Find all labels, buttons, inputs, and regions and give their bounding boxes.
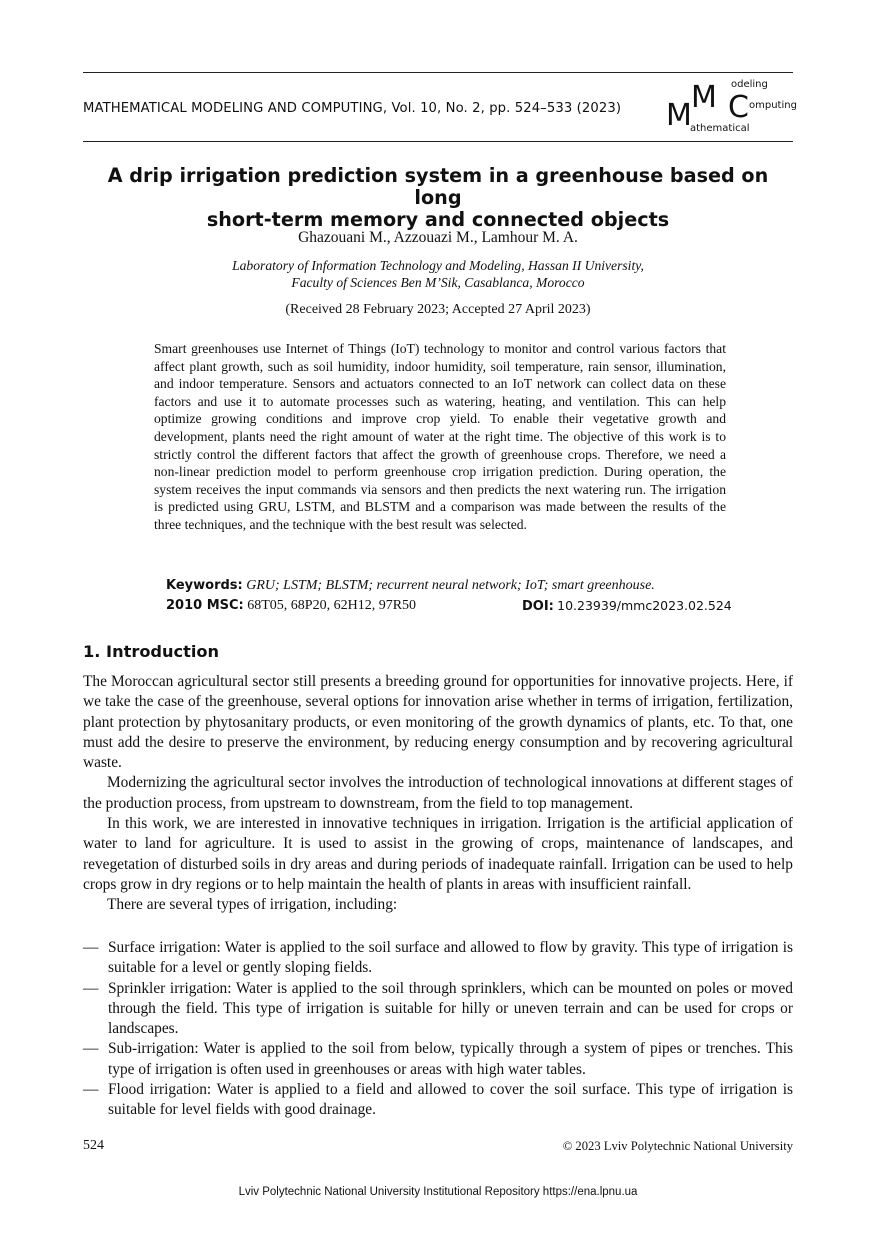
list-item [83,1080,793,1121]
keywords [166,578,655,594]
paragraph-1: The Moroccan agricultural sector still presents a breeding ground for opportunities for innovative projects. Here, if we take the case of the greenhouse, several options for innovation arise whether in terms of irrigation, fertilization, plant protection by phytosanitary products, or even monitoring of the growth dynamics of plants, etc. To that, one must add the desire to preserve the environment, by reducing energy consumption and by recovering agricultural waste. [83,673,793,772]
paper-title-line-1: A drip irrigation prediction system in a greenhouse based on long [107,164,769,209]
list-dash: — [83,939,99,956]
keywords-value: GRU; LSTM; BLSTM; recurrent neural network; IoT; smart greenhouse. [246,578,655,593]
list-item-text: Sprinkler irrigation: Water is applied to the soil through sprinklers, which can be mounted on poles or moved through the field. This type of irrigation is suitable for hilly or uneven terrain and can be used for crops or landscapes. [108,979,793,1038]
affiliation-line-1: Laboratory of Information Technology and Modeling, Hassan II University, [232,258,644,273]
journal-citation [83,101,621,116]
keywords-label: Keywords: [166,578,243,593]
introduction-body [83,672,793,916]
msc-label: 2010 MSC: [166,598,244,613]
logo-modeling-text: odeling [731,79,768,90]
list-item [83,1039,793,1080]
logo-computing-text: omputing [749,100,797,111]
msc-codes [166,598,416,614]
authors: Ghazouani M., Azzouazi M., Lamhour M. A. [298,229,578,246]
logo-mathematical-text: athematical [690,123,750,134]
logo-m-mathematical: M [666,98,692,133]
list-item-text: Flood irrigation: Water is applied to a field and allowed to cover the soil surface. This type of irrigation is suitable for level fields with good drainage. [108,1081,793,1119]
doi-label: DOI: [522,599,554,614]
journal-name: MATHEMATICAL MODELING AND COMPUTING, [83,101,388,116]
abstract: Smart greenhouses use Internet of Things (IoT) technology to monitor and control various factors that affect plant growth, such as soil humidity, indoor humidity, soil temperature, rain sensor, illumination, and indoor temperature. Sensors and actuators connected to an IoT network can collect data on these factors and use it to automate processes such as watering, heating, and ventilation. This can help optimize growing conditions and improve crop yield. To enable their vegetative growth and development, plants need the right amount of water at the right time. The objective of this work is to strictly control the different factors that affect the growth of greenhouse crops. Therefore, we need a non-linear prediction model to perform greenhouse crop irrigation prediction. During operation, the system receives the input commands via sensors and then predicts the next watering run. The irrigation is predicted using GRU, LSTM, and BLSTM and a comparison was made between the results of the three techniques, and the technique with the best result was selected. [154,341,726,532]
section-heading-introduction: 1. Introduction [83,642,220,661]
paper-title [83,165,793,231]
logo-c-computing: C [728,90,749,125]
list-dash: — [83,1081,99,1099]
list-item [83,938,793,979]
list-item-text: Surface irrigation: Water is applied to the soil surface and allowed to flow by gravity. This type of irrigation is suitable for a level or gently sloping fields. [108,939,793,977]
list-item [83,979,793,1040]
received-dates: (Received 28 February 2023; Accepted 27 April 2023) [285,302,591,317]
msc-value: 68T05, 68P20, 62H12, 97R50 [247,598,417,613]
irrigation-types-list [83,938,793,1121]
list-dash: — [83,1040,99,1058]
header-top-rule [83,72,793,73]
doi [522,598,732,614]
repository-footer: Lviv Polytechnic National University Institutional Repository https://ena.lpnu.ua [238,1186,638,1198]
page-number: 524 [83,1138,104,1153]
journal-logo [666,78,796,138]
list-dash: — [83,979,99,997]
list-item-text: Sub-irrigation: Water is applied to the soil from below, typically through a system of pipes or trenches. This type of irrigation is often used in greenhouses or areas with high water tables. [108,1040,793,1078]
journal-volume: Vol. 10, No. 2, pp. 524–533 (2023) [391,101,622,116]
affiliation-line-2: Faculty of Sciences Ben M’Sik, Casablanca, Morocco [291,275,585,290]
copyright: © 2023 Lviv Polytechnic National University [562,1139,793,1153]
paper-title-line-2: short-term memory and connected objects [206,208,670,231]
header-bottom-rule [83,141,793,142]
logo-m-modeling: M [691,80,717,115]
paragraph-4: There are several types of irrigation, including: [107,896,398,914]
paragraph-3: In this work, we are interested in innovative techniques in irrigation. Irrigation is the artificial application of water to land for agriculture. It is used to assist in the growing of crops, maintenance of landscapes, and revegetation of disturbed soils in dry areas and during periods of inadequate rainfall. Irrigation can be used to help crops grow in dry regions or to help maintain the health of plants in areas with insufficient rainfall. [83,815,793,893]
paragraph-2: Modernizing the agricultural sector involves the introduction of technological innovations at different stages of the production process, from upstream to downstream, from the field to top management. [83,774,793,812]
affiliation [83,257,793,291]
doi-link[interactable]: 10.23939/mmc2023.02.524 [557,598,732,613]
